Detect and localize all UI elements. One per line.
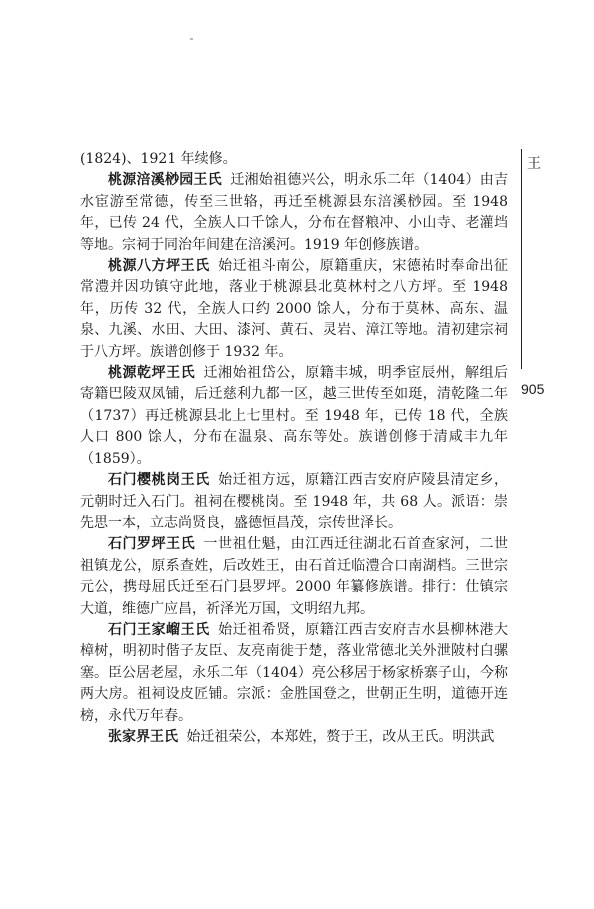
entry-text: 迁湘始祖岱公，原籍丰城，明季宦辰州，解组后寄籍巴陵双凤铺，后迁慈利九都一区，越三世传至如珽，清乾隆二年（1737）再迁桃源县北上七里村。至 1948 年，已传 18 代，全族人口 800 馀人，分布在温泉、高东等处。族谱创修于清咸丰九年（1859）。 xyxy=(80,365,508,467)
entry-paragraph xyxy=(80,727,508,748)
entry-paragraph xyxy=(80,534,508,620)
margin-rule xyxy=(521,149,522,369)
entry-text: 始迁祖方远，原籍江西吉安府庐陵县清定乡，元朝时迁入石门。祖祠在樱桃岗。至 1948 年，共 68 人。派语：崇先思一本，立志尚贤良，盛德恒昌茂，宗传世泽长。 xyxy=(80,472,509,531)
scan-speck xyxy=(190,38,193,40)
page-number: 905 xyxy=(521,381,545,397)
entry-heading: 石门樱桃岗王氏 xyxy=(108,472,210,489)
entry-heading: 石门罗坪王氏 xyxy=(108,536,196,553)
entry-paragraph xyxy=(80,256,508,363)
entry-heading: 桃源涪溪桫园王氏 xyxy=(108,172,222,189)
entry-text: 迁湘始祖德兴公，明永乐二年（1404）由吉水宦游至常德，传至三世辂，再迁至桃源县东涪溪桫园。至 1948 年，已传 24 代，全族人口千馀人，分布在督粮冲、小山寺、老灌垱等地。宗祠于同治年间建在涪溪河。1919 年创修族谱。 xyxy=(80,172,508,253)
entry-text: (1824)、1921 年续修。 xyxy=(80,151,237,167)
main-text-column xyxy=(80,149,508,748)
entry-paragraph xyxy=(80,620,508,727)
entry-text: 始迁祖希贤，原籍江西吉安府吉水县柳林港大樟树，明初时偕子友臣、友亮南徙于楚，落业常德北关外泄陂村白骡塞。臣公居老屋，永乐二年（1404）亮公移居于杨家桥寨子山，今称两大房。祖祠设皮匠铺。宗派：金胜国登之，世朝正生明，道德开连榜，永代万年春。 xyxy=(80,621,509,724)
entry-heading: 张家界王氏 xyxy=(108,728,178,745)
entry-text: 始迁祖斗南公，原籍重庆，宋德祐时奉命出征常澧并因功镇守此地，落业于桃源县北莫林村之八方坪。至 1948 年，历传 32 代，全族人口约 2000 馀人，分布于莫林、高东、温泉、九溪、水田、大田、漆河、黄石、灵岩、漳江等地。清初建宗祠于八方坪。族谱创修于 1932 年。 xyxy=(80,258,509,360)
entry-heading: 桃源八方坪王氏 xyxy=(108,258,210,275)
entry-paragraph xyxy=(80,363,508,470)
entry-heading: 石门王家嵧王氏 xyxy=(108,621,210,638)
entry-paragraph xyxy=(80,149,508,170)
entry-paragraph xyxy=(80,170,508,256)
entry-text: 一世祖仕魁，由江西迁往湖北石首查家河，二世祖镇龙公，原系查姓，后改姓王，由石首迁临澧合口南湖档。三世宗元公，携母屈氏迁至石门县罗坪。2000 年纂修族谱。排行：仕镇宗大道，维德广应昌，祈泽光万国，文明绍九邦。 xyxy=(80,536,508,617)
running-head: 王 xyxy=(527,156,541,172)
entry-text: 始迁祖荣公，本郑姓，赘于王，改从王氏。明洪武 xyxy=(186,728,495,745)
entry-paragraph xyxy=(80,470,508,534)
entry-heading: 桃源乾坪王氏 xyxy=(108,365,196,382)
